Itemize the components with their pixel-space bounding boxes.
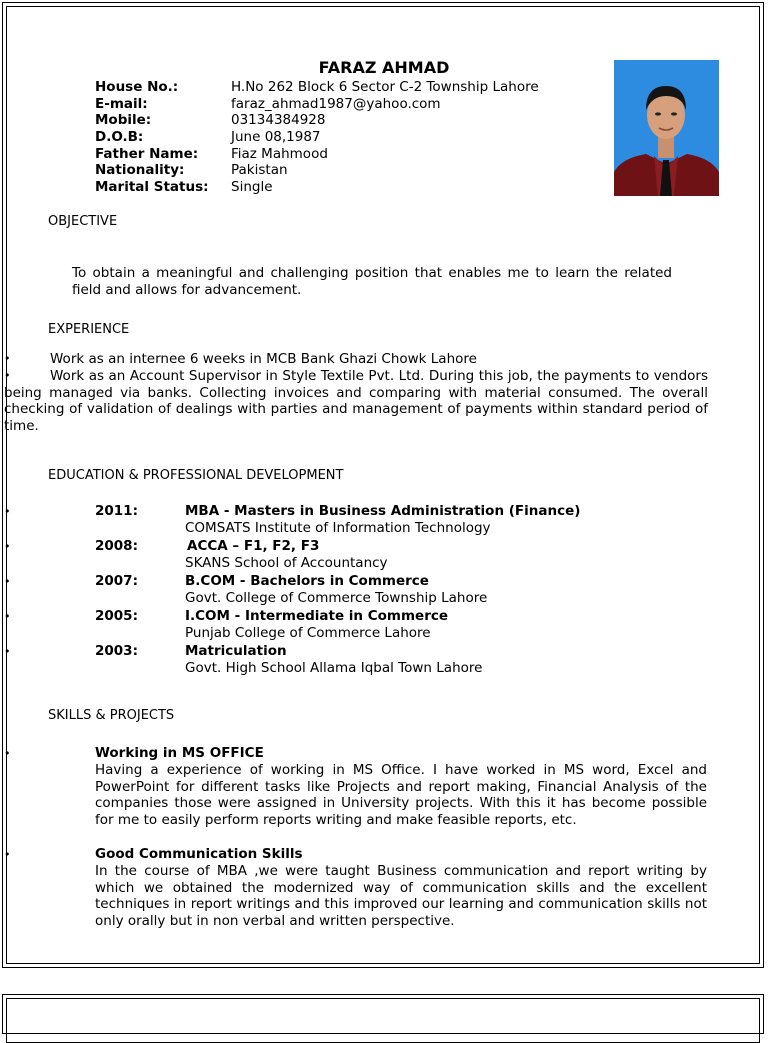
bullet-icon: • <box>4 610 11 623</box>
bullet-icon: • <box>4 352 11 365</box>
education-year: 2008: <box>95 538 138 554</box>
candidate-name: FARAZ AHMAD <box>318 58 450 77</box>
education-institute: SKANS School of Accountancy <box>185 555 388 571</box>
education-degree: I.COM - Intermediate in Commerce <box>185 608 449 624</box>
education-year: 2011: <box>95 503 138 519</box>
bullet-icon: • <box>4 848 11 861</box>
nationality-label: Nationality: <box>95 162 185 178</box>
email-value[interactable]: faraz_ahmad1987@yahoo.com <box>231 96 441 112</box>
experience-heading: EXPERIENCE <box>48 322 130 337</box>
education-heading: EDUCATION & PROFESSIONAL DEVELOPMENT <box>48 468 344 483</box>
education-institute: COMSATS Institute of Information Technology <box>185 520 491 536</box>
mobile-value: 03134384928 <box>231 112 326 128</box>
skill-title: Working in MS OFFICE <box>95 745 264 761</box>
bullet-icon: • <box>4 540 11 553</box>
bullet-icon: • <box>4 369 11 382</box>
education-degree: Matriculation <box>185 643 287 659</box>
experience-item-1: Work as an internee 6 weeks in MCB Bank Ghazi Chowk Lahore <box>50 351 477 367</box>
bullet-icon: • <box>4 645 11 658</box>
education-institute: Govt. College of Commerce Township Lahore <box>185 590 488 606</box>
skills-heading: SKILLS & PROJECTS <box>48 708 175 723</box>
education-degree: ACCA – F1, F2, F3 <box>187 538 320 554</box>
marital-status-value: Single <box>231 179 273 195</box>
education-degree: MBA - Masters in Business Administration (Finance) <box>185 503 581 519</box>
objective-heading: OBJECTIVE <box>48 214 118 229</box>
next-page <box>2 994 764 1034</box>
experience-item-2: Work as an Account Supervisor in Style Textile Pvt. Ltd. During this job, the payments to vendors being managed via banks. Collecting invoices and comparing with material consumed. The overall checking of validation of dealings with parties and management of payments within standard period of time. <box>4 368 708 434</box>
education-year: 2003: <box>95 643 138 659</box>
education-institute: Govt. High School Allama Iqbal Town Lahore <box>185 660 483 676</box>
bullet-icon: • <box>4 747 11 760</box>
dob-value: June 08,1987 <box>231 129 321 145</box>
education-year: 2007: <box>95 573 138 589</box>
education-degree: B.COM - Bachelors in Commerce <box>185 573 429 589</box>
dob-label: D.O.B: <box>95 129 144 145</box>
email-label: E-mail: <box>95 96 148 112</box>
mobile-label: Mobile: <box>95 112 152 128</box>
next-page-inner-border <box>6 998 760 1043</box>
education-year: 2005: <box>95 608 138 624</box>
objective-text: To obtain a meaningful and challenging position that enables me to learn the related field and allows for advancement. <box>72 265 672 298</box>
skill-description: Having a experience of working in MS Office. I have worked in MS word, Excel and PowerPoint for different tasks like Projects and report making, Financial Analysis of the companies those were assigned in University projects. With this it has become possible for me to easily perform reports writing and make feasible reports, etc. <box>95 762 707 828</box>
father-name-label: Father Name: <box>95 146 199 162</box>
nationality-value: Pakistan <box>231 162 288 178</box>
skill-description: In the course of MBA ,we were taught Business communication and report writing by which we obtained the modernized way of communication skills and the excellent techniques in report writings and this improved our learning and communication skills not only orally but in non verbal and written perspective. <box>95 863 707 929</box>
profile-photo <box>614 60 719 196</box>
bullet-icon: • <box>4 575 11 588</box>
house-value: H.No 262 Block 6 Sector C-2 Township Lahore <box>231 79 539 95</box>
skill-title: Good Communication Skills <box>95 846 303 862</box>
marital-status-label: Marital Status: <box>95 179 209 195</box>
education-institute: Punjab College of Commerce Lahore <box>185 625 431 641</box>
father-name-value: Fiaz Mahmood <box>231 146 328 162</box>
house-label: House No.: <box>95 79 179 95</box>
bullet-icon: • <box>4 505 11 518</box>
